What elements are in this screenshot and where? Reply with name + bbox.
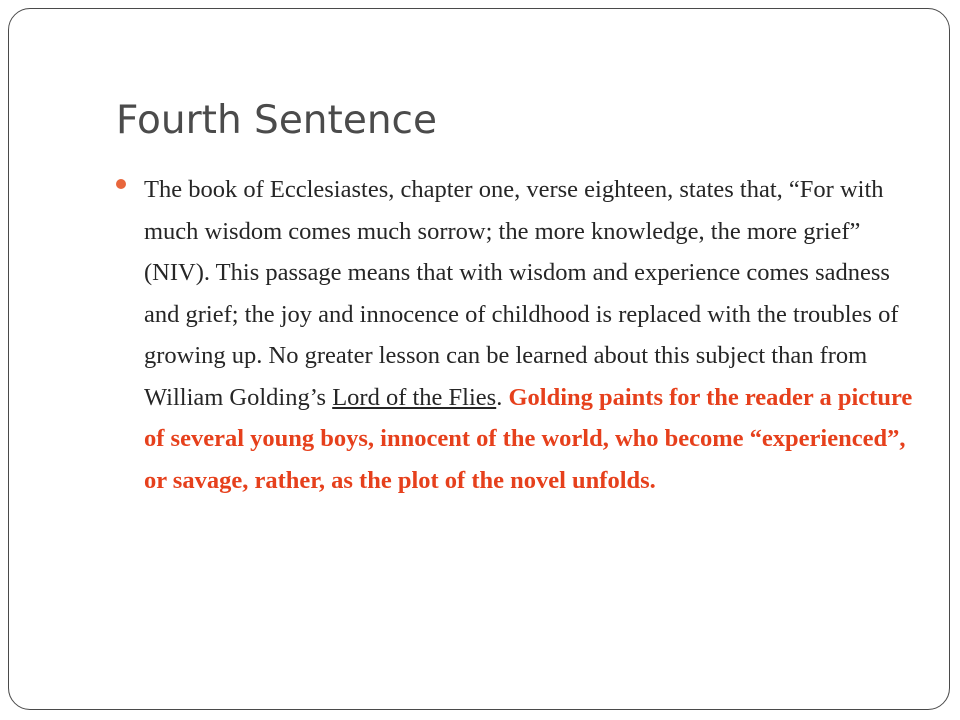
bullet-text xyxy=(144,169,928,501)
book-title: Lord of the Flies xyxy=(332,383,497,411)
body-text-punctuation: . xyxy=(496,383,509,411)
thesis-statement: Golding paints for the reader a picture of several young boys, innocent of the world, who become “experienced”, or savage, rather, as the plot of the novel unfolds. xyxy=(144,383,913,494)
bullet-item xyxy=(113,169,928,501)
slide-title: Fourth Sentence xyxy=(116,98,437,143)
bullet-dot-icon xyxy=(116,179,126,189)
slide-frame xyxy=(8,8,950,710)
body-text-intro: The book of Ecclesiastes, chapter one, verse eighteen, states that, “For with much wisdom comes much sorrow; the more knowledge, the more grief” (NIV). This passage means that with wisdom and experience comes sadness and grief; the joy and innocence of childhood is replaced with the troubles of growing up. No greater lesson can be learned about this subject than from William Golding’s xyxy=(144,176,899,411)
